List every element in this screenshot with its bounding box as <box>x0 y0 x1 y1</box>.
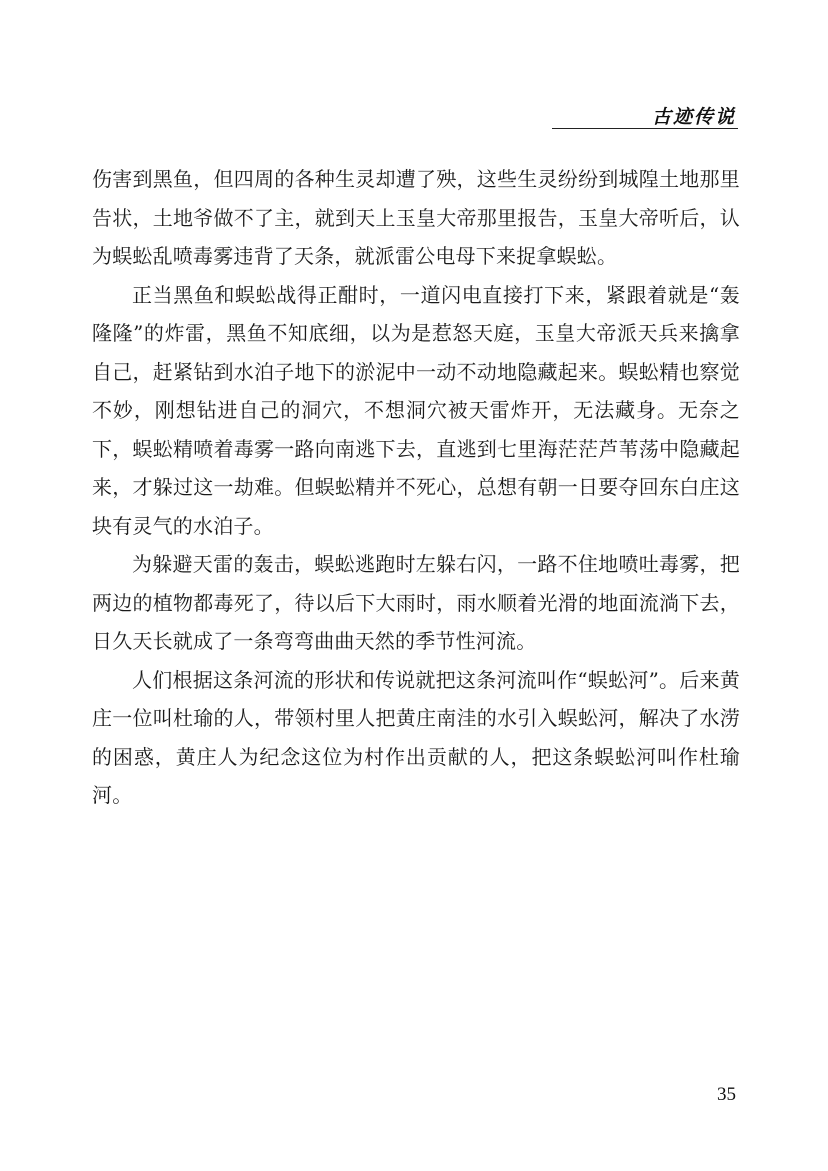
header-title: 古迹传说 <box>651 106 736 128</box>
paragraph-river-naming: 人们根据这条河流的形状和传说就把这条河流叫作“蜈蚣河”。后来黄庄一位叫杜瑜的人，带领村里人把黄庄南洼的水引入蜈蚣河，解决了水涝的困惑，黄庄人为纪念这位为村作出贡献的人，把这条蜈蚣河叫作杜瑜河。 <box>92 667 740 807</box>
paragraph-river-formation: 为躲避天雷的轰击，蜈蚣逃跑时左躲右闪，一路不住地喷吐毒雾，把两边的植物都毒死了，待以后下大雨时，雨水顺着光滑的地面流淌下去，日久天长就成了一条弯弯曲曲天然的季节性河流。 <box>92 552 740 653</box>
body-text <box>92 160 740 815</box>
running-header <box>552 100 738 129</box>
paragraph-battle: 正当黑鱼和蜈蚣战得正酣时，一道闪电直接打下来，紧跟着就是“轰隆隆”的炸雷，黑鱼不知底细，以为是惹怒天庭，玉皇大帝派天兵来擒拿自己，赶紧钻到水泊子地下的淤泥中一动不动地隐藏起来。蜈蚣精也察觉不妙，刚想钻进自己的洞穴，不想洞穴被天雷炸开，无法藏身。无奈之下，蜈蚣精喷着毒雾一路向南逃下去，直逃到七里海茫茫芦苇荡中隐藏起来，才躲过这一劫难。但蜈蚣精并不死心，总想有朝一日要夺回东白庄这块有灵气的水泊子。 <box>92 282 740 538</box>
page-number: 35 <box>717 1084 736 1105</box>
paragraph-continued: 伤害到黑鱼，但四周的各种生灵却遭了殃，这些生灵纷纷到城隍土地那里告状，土地爷做不了主，就到天上玉皇大帝那里报告，玉皇大帝听后，认为蜈蚣乱喷毒雾违背了天条，就派雷公电母下来捉拿蜈蚣。 <box>92 167 740 268</box>
